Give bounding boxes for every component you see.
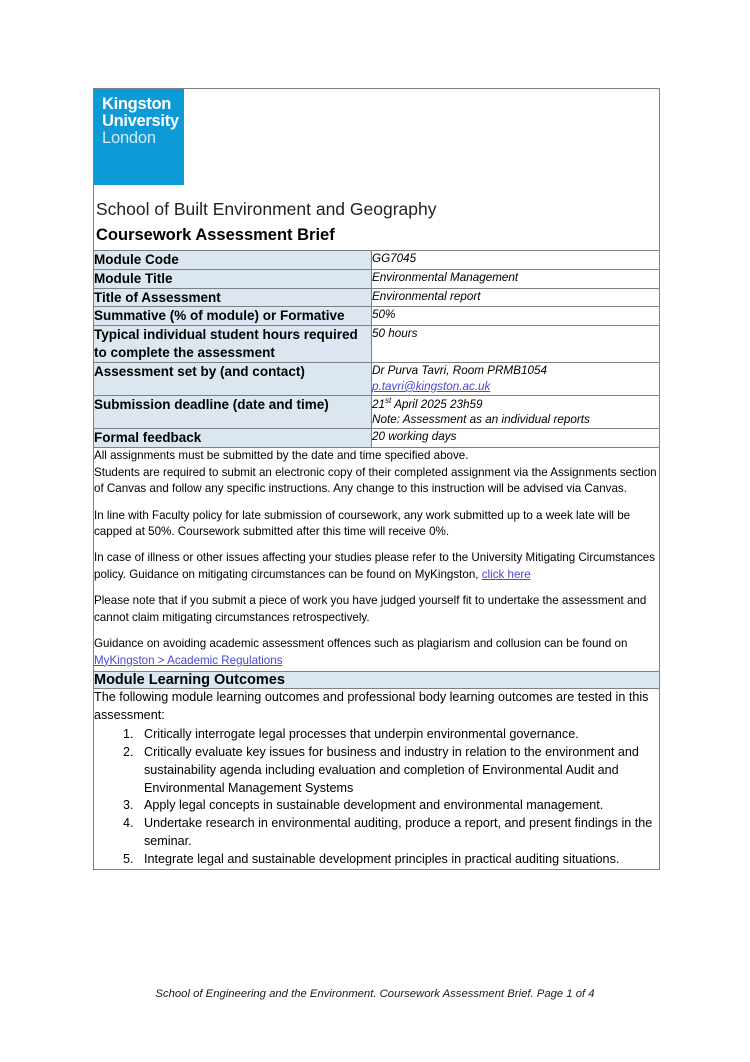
section-header-module-learning-outcomes: Module Learning Outcomes [94, 672, 660, 689]
value-typical-hours: 50 hours [372, 326, 660, 363]
table-row-submission-deadline [94, 395, 660, 429]
policy-paragraph-retrospective: Please note that if you submit a piece of work you have judged yourself fit to undertake the assessment and cannot claim mitigating circumstances retrospectively. [94, 594, 647, 624]
label-title-of-assessment: Title of Assessment [94, 288, 372, 307]
table-row-assessment-set-by [94, 362, 660, 395]
logo-line-university: University [102, 111, 179, 130]
table-row-title-of-assessment [94, 288, 660, 307]
academic-offences-text: Guidance on avoiding academic assessment offences such as plagiarism and collusion can be found on [94, 637, 628, 651]
list-item: 1. Critically interrogate legal processes that underpin environmental governance. [137, 726, 659, 744]
assessment-brief-table [93, 88, 660, 870]
value-title-of-assessment: Environmental report [372, 288, 660, 307]
logo-line-london: London [102, 128, 156, 147]
value-formal-feedback: 20 working days [372, 429, 660, 448]
submission-policy-row [94, 448, 660, 672]
policy-paragraph-mitigating-circumstances [94, 550, 659, 583]
value-submission-deadline [372, 395, 660, 429]
click-here-link[interactable]: click here [481, 567, 531, 581]
list-item: 5. Integrate legal and sustainable development principles in practical auditing situations. [137, 851, 659, 869]
deadline-day-suffix: st [385, 395, 392, 405]
value-assessment-set-by [372, 362, 660, 395]
assessor-name: Dr Purva Tavri, Room PRMB1054 [372, 363, 547, 377]
label-module-title: Module Title [94, 269, 372, 288]
label-submission-deadline: Submission deadline (date and time) [94, 395, 372, 429]
learning-outcomes-row [94, 689, 660, 870]
policy-paragraph-late-submission: In line with Faculty policy for late submission of coursework, any work submitted up to a week late will be capped at 50%. Coursework submitted after this time will receive 0%. [94, 508, 631, 539]
label-summative: Summative (% of module) or Formative [94, 307, 372, 326]
label-formal-feedback: Formal feedback [94, 429, 372, 448]
masthead-cell [94, 89, 660, 251]
value-module-title: Environmental Management [372, 269, 660, 288]
policy-paragraph-academic-offences [94, 636, 659, 669]
table-row-formal-feedback [94, 429, 660, 448]
table-row-module-code [94, 251, 660, 270]
learning-outcomes-band-row [94, 672, 660, 689]
learning-outcomes-intro: The following module learning outcomes and professional body learning outcomes are tested in this assessment: [94, 690, 649, 723]
table-row-module-title [94, 269, 660, 288]
policy-paragraph-1-line-1: All assignments must be submitted by the date and time specified above. [94, 449, 469, 463]
school-name: School of Built Environment and Geography [96, 199, 437, 219]
table-row-typical-hours [94, 326, 660, 363]
mitigating-text: In case of illness or other issues affecting your studies please refer to the University Mitigating Circumstances policy. Guidance on mitigating circumstances can be found on MyKingston, [94, 551, 656, 581]
value-module-code: GG7045 [372, 251, 660, 270]
logo-line-kingston: Kingston [102, 95, 172, 113]
page-footer: School of Engineering and the Environment. Coursework Assessment Brief. Page 1 of 4 [155, 988, 595, 1000]
value-summative: 50% [372, 307, 660, 326]
list-item: 3. Apply legal concepts in sustainable development and environmental management. [137, 797, 659, 815]
deadline-note: Note: Assessment as an individual reports [372, 413, 590, 427]
list-item: 4. Undertake research in environmental auditing, produce a report, and present findings in the seminar. [137, 815, 659, 851]
list-item: 2. Critically evaluate key issues for business and industry in relation to the environment and sustainability agenda including evaluation and completion of Environmental Audit and Environmental Management Systems [137, 744, 659, 798]
assessor-email-link[interactable]: p.tavri@kingston.ac.uk [372, 379, 491, 393]
submission-policy-cell [94, 448, 660, 672]
academic-regulations-link[interactable]: MyKingston > Academic Regulations [94, 653, 283, 667]
policy-paragraph-1-line-2: Students are required to submit an electronic copy of their completed assignment via the Assignments section of Canvas and follow any specific instructions. Any change to this instruction will be advised via Canvas. [94, 465, 657, 496]
label-assessment-set-by: Assessment set by (and contact) [94, 362, 372, 395]
learning-outcomes-list [94, 726, 659, 869]
page-title: Coursework Assessment Brief [96, 226, 335, 244]
deadline-day: 21 [372, 397, 386, 411]
masthead-row [94, 89, 660, 251]
kingston-university-logo [94, 89, 184, 185]
deadline-rest: April 2025 23h59 [391, 397, 483, 411]
learning-outcomes-cell [94, 689, 660, 870]
label-module-code: Module Code [94, 251, 372, 270]
label-typical-hours: Typical individual student hours required to complete the assessment [94, 326, 372, 363]
table-row-summative [94, 307, 660, 326]
